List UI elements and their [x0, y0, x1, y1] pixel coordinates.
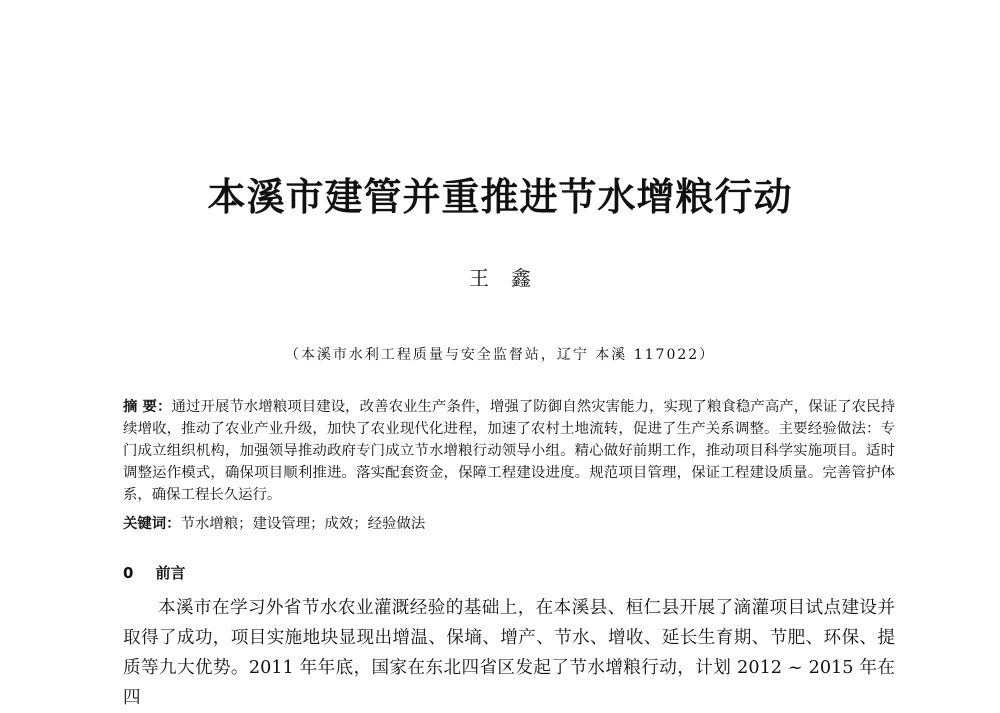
abstract	[123, 396, 895, 506]
section-title: 前言	[155, 564, 186, 582]
section-number: 0	[123, 564, 134, 582]
section-heading	[123, 562, 185, 584]
body-paragraph: 本溪市在学习外省节水农业灌溉经验的基础上，在本溪县、桓仁县开展了滴灌项目试点建设并取得了成功，项目实施地块显现出增温、保墒、增产、节水、增收、延长生育期、节肥、环保、提质等九大优势。2011 年年底，国家在东北四省区发起了节水增粮行动，计划 2012 ~ 2015 年在四	[123, 598, 895, 708]
keywords-text: 节水增粮；建设管理；成效；经验做法	[180, 516, 426, 532]
abstract-label: 摘 要：	[123, 399, 172, 415]
keywords	[123, 513, 895, 535]
author-affiliation: （本溪市水利工程质量与安全监督站，辽宁 本溪 117022）	[284, 347, 716, 363]
abstract-text: 通过开展节水增粮项目建设，改善农业生产条件，增强了防御自然灾害能力，实现了粮食稳产高产，保证了农民持续增收，推动了农业产业升级，加快了农业现代化进程，加速了农村土地流转，促进了生产关系调整。主要经验做法：专门成立组织机构，加强领导推动政府专门成立节水增粮行动领导小组。精心做好前期工作，推动项目科学实施项目。适时调整运作模式，确保项目顺利推进。落实配套资金，保障工程建设进度。规范项目管理，保证工程建设质量。完善管护体系，确保工程长久运行。	[123, 399, 895, 503]
paper-author: 王鑫	[469, 266, 553, 290]
paper-title: 本溪市建管并重推进节水增粮行动	[207, 175, 793, 220]
keywords-label: 关键词：	[123, 516, 181, 532]
